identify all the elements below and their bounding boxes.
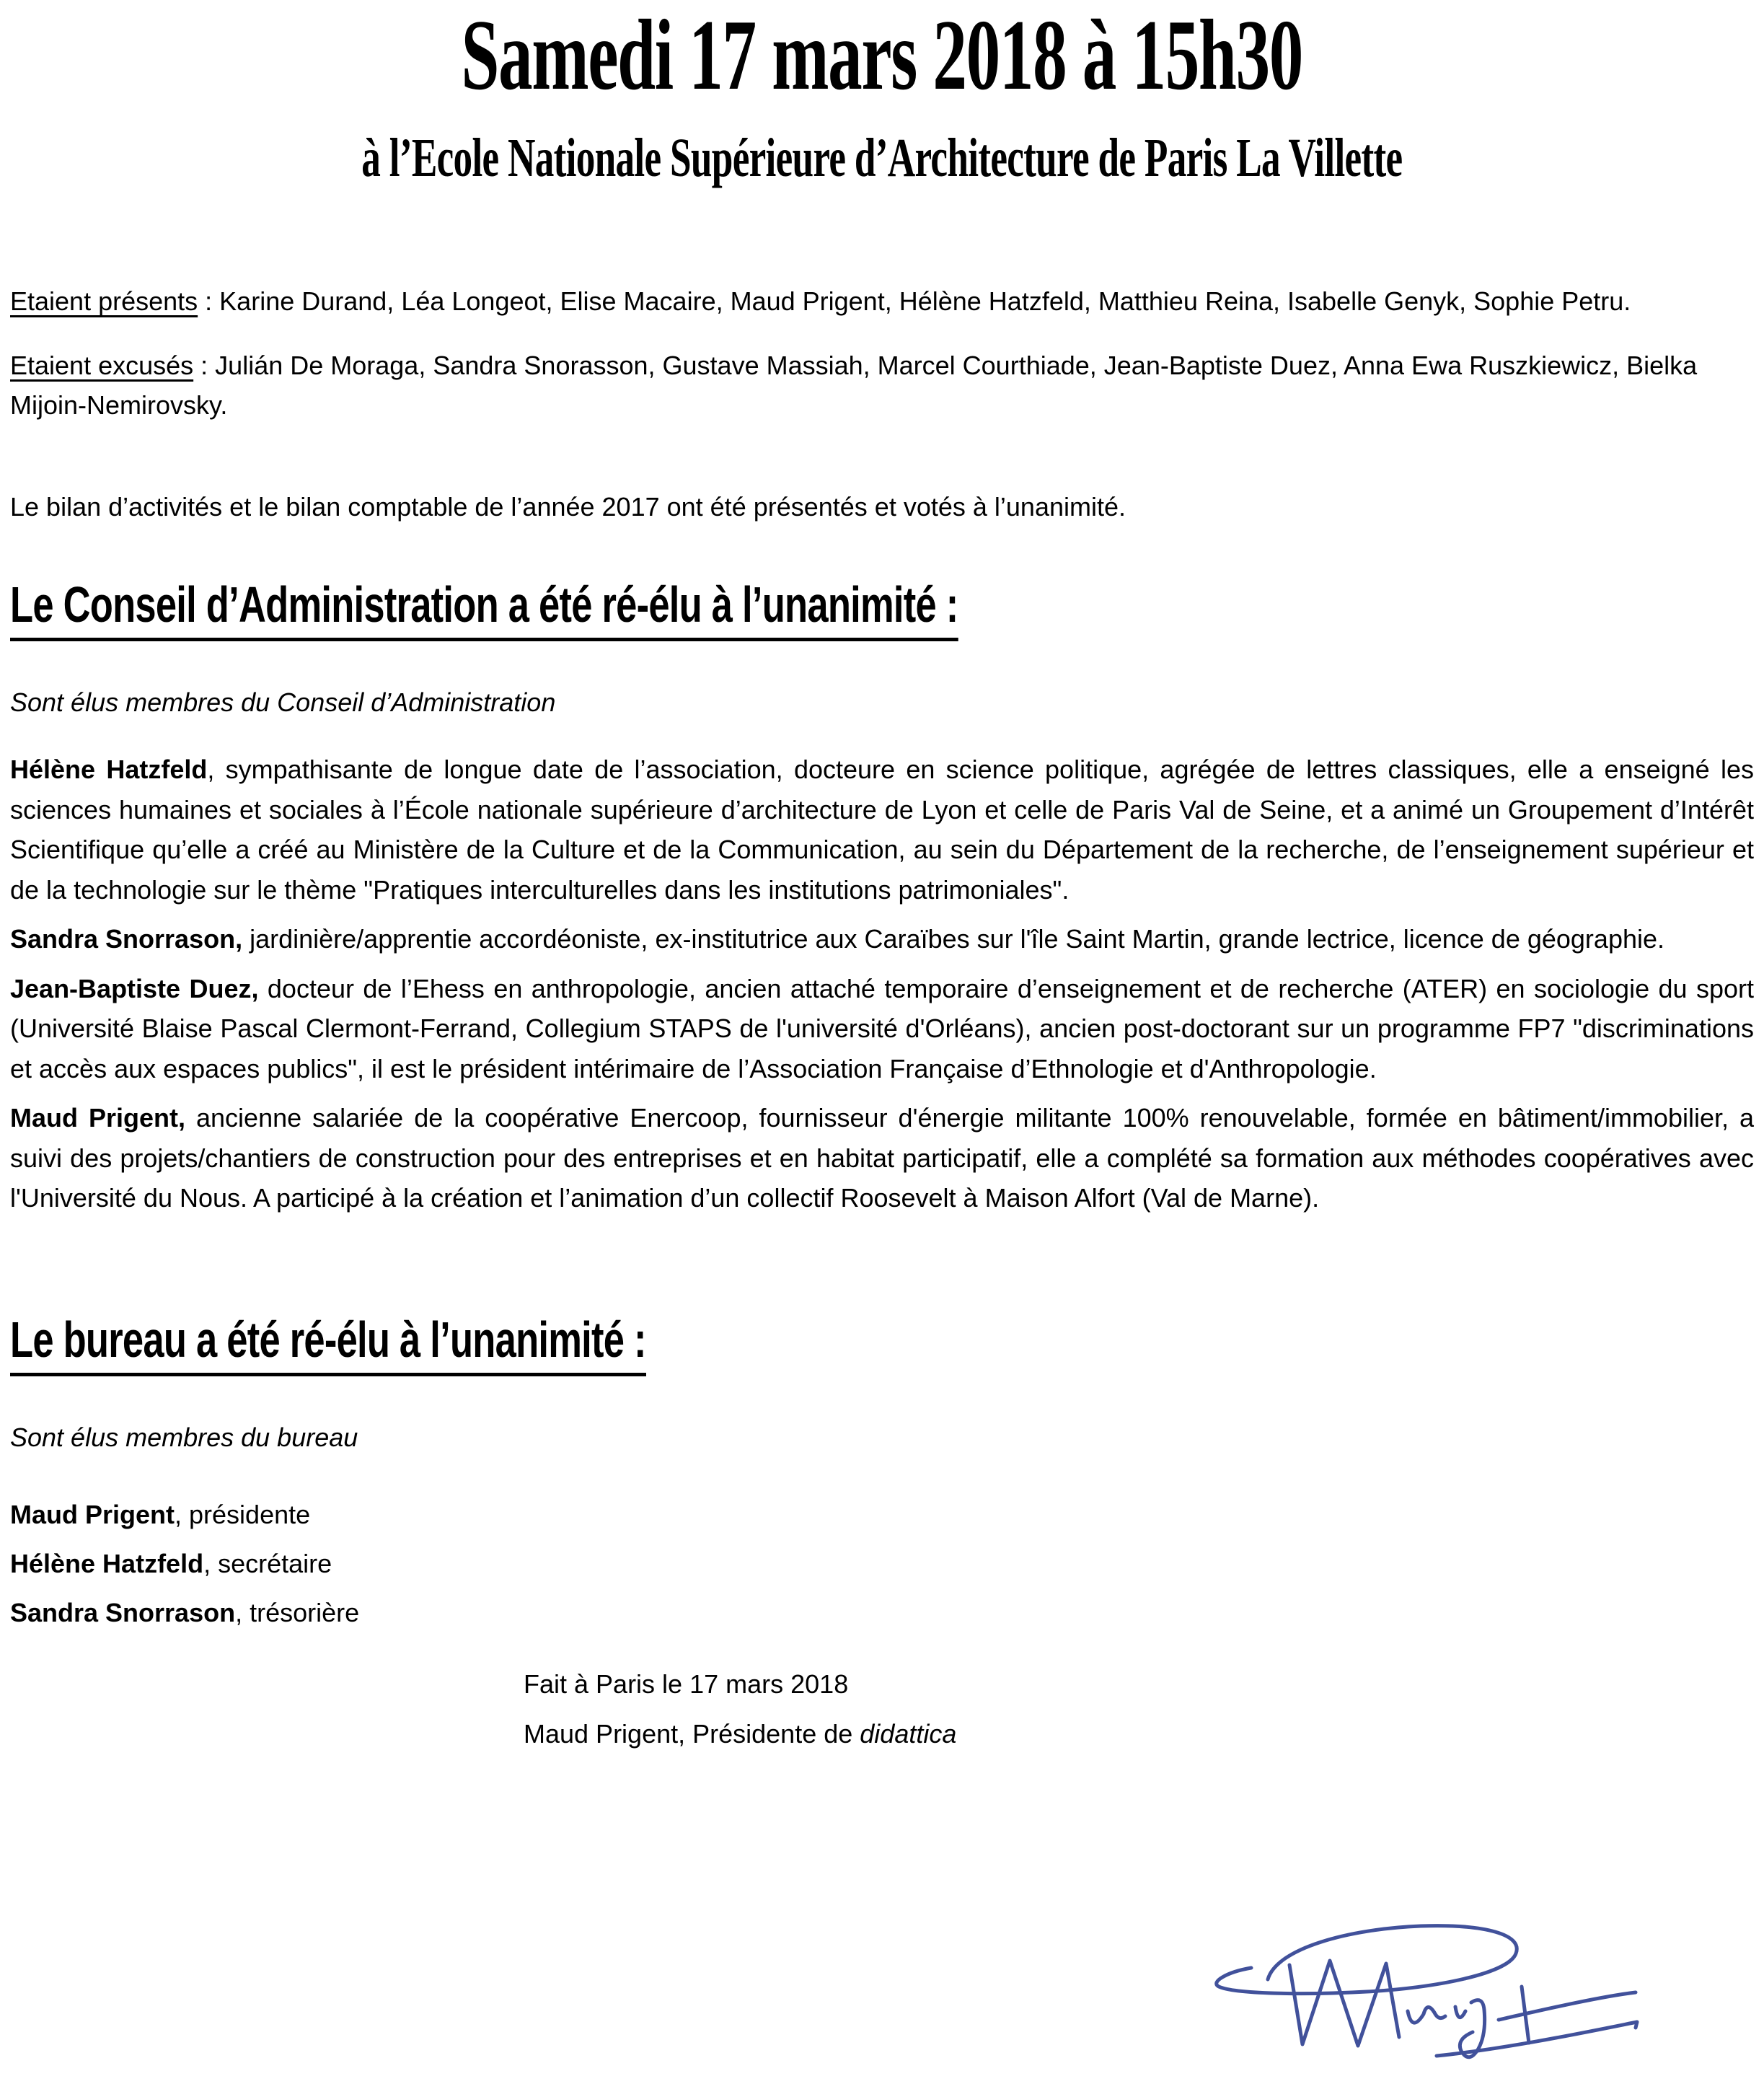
bureau-line-tresoriere bbox=[10, 1593, 1754, 1632]
present-label: Etaient présents bbox=[10, 286, 198, 316]
closing-organization: didattica bbox=[860, 1718, 957, 1749]
member-text-maud: ancienne salariée de la coopérative Enercoop, fournisseur d'énergie militante 100% renouvelable, formée en bâtiment/immobilier, a suivi des projets/chantiers de construction pour des entreprises et en habitat participatif, elle a complété sa formation aux méthodes coopératives avec l'Université du Nous. A participé à la création et l’animation d’un collectif Roosevelt à Maison Alfort (Val de Marne). bbox=[10, 1103, 1755, 1213]
member-name-helene: Hélène Hatzfeld bbox=[10, 755, 208, 784]
excused-label: Etaient excusés bbox=[10, 351, 194, 380]
bureau-role-presidente: , présidente bbox=[175, 1499, 311, 1529]
member-text-helene: , sympathisante de longue date de l’association, docteure en science politique, agrégée de lettres classiques, elle a enseigné les sciences humaines et sociales à l’École nationale supérieure d’architecture de Lyon et celle de Paris Val de Seine, et a animé un Groupement d’Intérêt Scientifique qu’elle a créé au Ministère de la Culture et de la Communication, au sein du Département de la recherche, de l’enseignement supérieur et de la technologie sur le thème "Pratiques interculturelles dans les institutions patrimoniales". bbox=[10, 755, 1754, 905]
closing-place-date: Fait à Paris le 17 mars 2018 bbox=[524, 1668, 849, 1699]
closing-signatory bbox=[524, 1714, 1754, 1754]
bureau-role-secretaire: , secrétaire bbox=[203, 1548, 332, 1578]
bureau-role-tresoriere: , trésorière bbox=[235, 1597, 360, 1627]
excused-separator: : bbox=[193, 351, 216, 380]
handwritten-signature bbox=[1183, 1873, 1659, 2075]
member-text-jean-baptiste: docteur de l’Ehess en anthropologie, ancien attaché temporaire d’enseignement et de recherche (ATER) en sociologie du sport (Université Blaise Pascal Clermont-Ferrand, Collegium STAPS de l'université d'Orléans), ancien post-doctorant sur un programme FP7 "discriminations et accès aux espaces publics", il est le président intérimaire de l’Association Française d’Ethnologie et d'Anthropologie. bbox=[10, 973, 1754, 1083]
member-name-maud: Maud Prigent, bbox=[10, 1103, 186, 1133]
bureau-intro: Sont élus membres du bureau bbox=[10, 1422, 358, 1452]
page-title: Samedi 17 mars 2018 à 15h30 bbox=[461, 0, 1303, 111]
member-name-sandra: Sandra Snorrason, bbox=[10, 924, 243, 954]
bureau-name-tresoriere: Sandra Snorrason bbox=[10, 1597, 236, 1627]
present-paragraph bbox=[10, 281, 1754, 321]
member-bio-helene bbox=[10, 749, 1754, 910]
conseil-heading: Le Conseil d’Administration a été ré-élu à l’unanimité : bbox=[10, 579, 958, 641]
bureau-members bbox=[10, 1495, 1754, 1632]
member-bio-sandra bbox=[10, 919, 1754, 959]
present-names: Karine Durand, Léa Longeot, Elise Macaire, Maud Prigent, Hélène Hatzfeld, Matthieu Reina, Isabelle Genyk, Sophie Petru. bbox=[219, 286, 1631, 316]
excused-names: Julián De Moraga, Sandra Snorasson, Gustave Massiah, Marcel Courthiade, Jean-Baptiste Duez, Anna Ewa Ruszkiewicz, Bielka Mijoin-Nemirovsky. bbox=[10, 351, 1698, 420]
bilan-paragraph: Le bilan d’activités et le bilan comptable de l’année 2017 ont été présentés et votés à l’unanimité. bbox=[10, 492, 1126, 522]
page-subtitle: à l’Ecole Nationale Supérieure d’Architecture de Paris La Villette bbox=[361, 128, 1403, 188]
title-row bbox=[10, 0, 1754, 111]
subtitle-row bbox=[10, 130, 1754, 188]
bureau-name-secretaire: Hélène Hatzfeld bbox=[10, 1548, 204, 1578]
member-text-sandra: jardinière/apprentie accordéoniste, ex-institutrice aux Caraïbes sur l'île Saint Martin, grande lectrice, licence de géographie. bbox=[242, 924, 1665, 954]
member-bio-maud bbox=[10, 1098, 1754, 1218]
member-name-jean-baptiste: Jean-Baptiste Duez, bbox=[10, 973, 259, 1003]
excused-paragraph bbox=[10, 346, 1754, 425]
bureau-line-secretaire bbox=[10, 1544, 1754, 1583]
signature-icon bbox=[1183, 1873, 1659, 2075]
closing-block bbox=[524, 1664, 1754, 1754]
bureau-line-presidente bbox=[10, 1495, 1754, 1534]
conseil-intro: Sont élus membres du Conseil d’Administration bbox=[10, 687, 556, 717]
conseil-heading-row bbox=[10, 576, 1754, 651]
conseil-members bbox=[10, 749, 1754, 1218]
present-separator: : bbox=[198, 286, 220, 316]
bureau-name-presidente: Maud Prigent bbox=[10, 1499, 175, 1529]
member-bio-jean-baptiste bbox=[10, 969, 1754, 1089]
bureau-heading: Le bureau a été ré-élu à l’unanimité : bbox=[10, 1314, 646, 1376]
closing-signatory-prefix: Maud Prigent, Présidente de bbox=[524, 1718, 860, 1749]
bureau-heading-row bbox=[10, 1311, 1754, 1386]
